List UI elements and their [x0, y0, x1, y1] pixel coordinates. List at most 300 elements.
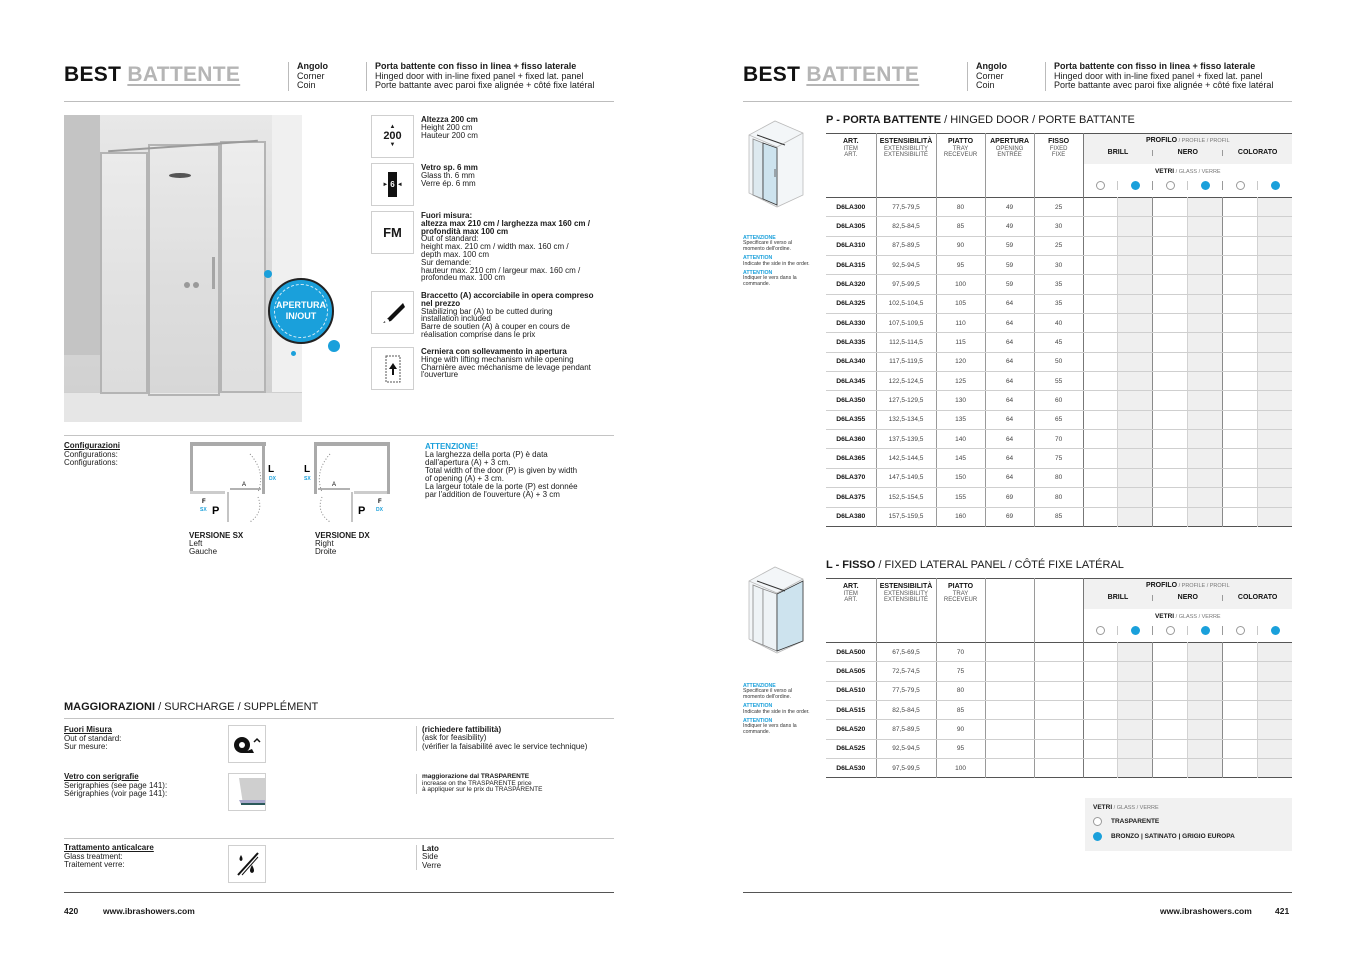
price-cell	[1153, 314, 1188, 333]
extensibility: 72,5-74,5	[876, 662, 936, 681]
configurations-title: Configurazioni	[64, 441, 120, 450]
door-handle	[212, 257, 215, 289]
description-en: Hinged door with in-line fixed panel + fixed lat. panel	[1054, 70, 1263, 81]
opening	[985, 662, 1034, 681]
fixed: 25	[1034, 236, 1083, 255]
price-cell	[1187, 507, 1222, 526]
price-cell	[1153, 217, 1188, 236]
price-cell	[1187, 662, 1222, 681]
price-cell	[1187, 236, 1222, 255]
extensibility: 117,5-119,5	[876, 352, 936, 371]
item-code: D6LA500	[826, 643, 876, 662]
filled-circle-icon	[1093, 832, 1102, 841]
svg-text:DX: DX	[269, 476, 276, 482]
attention-title: ATTENZIONE!	[425, 442, 479, 451]
tinted-glass-marker	[1271, 626, 1280, 635]
price-cell	[1187, 643, 1222, 662]
anti-limescale-icon	[228, 845, 266, 883]
price-cell	[1083, 275, 1118, 294]
price-cell	[1222, 720, 1257, 739]
badge-dot	[264, 270, 272, 278]
profile-brill: BRILL	[1107, 594, 1129, 602]
glass-header: VETRI / GLASS / VERRE	[1083, 164, 1292, 198]
extensibility: 97,5-99,5	[876, 275, 936, 294]
note-line: à appliquer sur le prix du TRASPARENTE	[422, 786, 543, 793]
note-line: (ask for feasibility)	[422, 733, 487, 743]
version-line: Droite	[315, 547, 337, 556]
table-row	[826, 720, 1292, 739]
price-cell	[1153, 507, 1188, 526]
note-line: (vérifier la faisabilité avec le service technique)	[422, 741, 588, 751]
category-fr: Coin	[297, 80, 316, 90]
opening	[985, 720, 1034, 739]
fm-out-of-standard-icon: FM	[371, 211, 414, 254]
fixed: 30	[1034, 217, 1083, 236]
price-cell	[1118, 391, 1153, 410]
price-cell	[1153, 643, 1188, 662]
product-title	[743, 63, 919, 87]
tray: 95	[936, 256, 985, 275]
price-cell	[1153, 488, 1188, 507]
opening: 64	[985, 410, 1034, 429]
table-row	[826, 681, 1292, 700]
tinted-glass-marker	[1131, 181, 1140, 190]
item-code: D6LA345	[826, 372, 876, 391]
hinged-door	[148, 144, 220, 396]
opening: 59	[985, 236, 1034, 255]
extensibility: 67,5-69,5	[876, 643, 936, 662]
page-number: 421	[1275, 906, 1290, 916]
fixed: 30	[1034, 256, 1083, 275]
price-cell	[1083, 468, 1118, 487]
fixed	[1034, 701, 1083, 720]
feature-line: Charnière avec méchanisme de levage pendant	[421, 362, 591, 372]
price-cell	[1187, 372, 1222, 391]
surcharge-note	[416, 774, 542, 794]
category-fr: Coin	[976, 80, 995, 90]
price-cell	[1153, 701, 1188, 720]
svg-text:A: A	[242, 482, 247, 488]
feature-line: installation included	[421, 314, 491, 324]
price-cell	[1222, 372, 1257, 391]
price-cell	[1257, 739, 1292, 758]
floor	[64, 392, 302, 422]
price-cell	[1187, 739, 1222, 758]
tinted-glass-marker	[1131, 626, 1140, 635]
brand-name: BEST	[64, 63, 122, 86]
table-row	[826, 294, 1292, 313]
tray: 155	[936, 488, 985, 507]
fixed-table-body	[826, 643, 1292, 778]
price-cell	[1222, 236, 1257, 255]
price-cell	[1187, 759, 1222, 778]
item-code: D6LA340	[826, 352, 876, 371]
price-cell	[1118, 449, 1153, 468]
opening	[985, 643, 1034, 662]
tinted-glass-marker	[1271, 181, 1280, 190]
fixed: 40	[1034, 314, 1083, 333]
price-cell	[1257, 720, 1292, 739]
opening: 64	[985, 468, 1034, 487]
table-row	[826, 314, 1292, 333]
price-cell	[1257, 314, 1292, 333]
price-cell	[1118, 217, 1153, 236]
fixed: 35	[1034, 294, 1083, 313]
description-it: Porta battente con fisso in linea + fisso laterale	[1054, 61, 1256, 71]
price-cell	[1257, 488, 1292, 507]
fixed: 50	[1034, 352, 1083, 371]
item-code: D6LA300	[826, 198, 876, 217]
feature-line: réalisation comprise dans le prix	[421, 329, 536, 339]
tray: 125	[936, 372, 985, 391]
glass-markers	[1084, 181, 1292, 190]
website-link[interactable]: www.ibrashowers.com	[1160, 906, 1252, 916]
extensibility: 82,5-84,5	[876, 701, 936, 720]
svg-text:P: P	[358, 505, 366, 517]
opening: 64	[985, 352, 1034, 371]
tray: 130	[936, 391, 985, 410]
price-cell	[1083, 314, 1118, 333]
extensibility: 92,5-94,5	[876, 256, 936, 275]
price-cell	[1187, 294, 1222, 313]
price-cell	[1153, 430, 1188, 449]
svg-text:SX: SX	[304, 476, 311, 482]
category-en: Corner	[976, 70, 1004, 81]
price-cell	[1222, 333, 1257, 352]
feature-line: nel prezzo	[421, 298, 461, 308]
note-line: increase on the TRASPARENTE price	[422, 779, 532, 787]
price-cell	[1257, 372, 1292, 391]
attention-text: Indiquer le vers dans la commande.	[743, 723, 797, 735]
product-photo	[64, 115, 302, 422]
price-cell	[1118, 198, 1153, 217]
price-cell	[1257, 449, 1292, 468]
price-cell	[1153, 198, 1188, 217]
hinged-door-isometric-icon	[745, 117, 807, 209]
price-cell	[1222, 681, 1257, 700]
empty-circle-icon	[1093, 817, 1102, 826]
price-cell	[1083, 739, 1118, 758]
price-cell	[1083, 759, 1118, 778]
col-profile: PROFILO / PROFILE / PROFIL BRILL NERO COLORATO	[1083, 134, 1292, 164]
feature-line: Glass th. 6 mm	[421, 170, 475, 180]
attention-side-note	[743, 236, 813, 287]
divider	[64, 718, 614, 719]
price-cell	[1118, 488, 1153, 507]
feature-line: Verre ép. 6 mm	[421, 178, 476, 188]
note-title: Lato	[422, 844, 439, 853]
col-empty	[1034, 579, 1083, 609]
price-cell	[1257, 333, 1292, 352]
footer-divider	[64, 892, 614, 893]
price-cell	[1118, 372, 1153, 391]
website-link[interactable]: www.ibrashowers.com	[103, 906, 195, 916]
height-200-icon: ▲ 200 ▼	[371, 115, 414, 158]
table-row	[826, 236, 1292, 255]
price-cell	[1187, 449, 1222, 468]
table-row	[826, 410, 1292, 429]
item-code: D6LA520	[826, 720, 876, 739]
description-fr: Porte battante avec paroi fixe alignée + côté fixe latéral	[375, 80, 595, 90]
price-cell	[1187, 352, 1222, 371]
extensibility: 142,5-144,5	[876, 449, 936, 468]
extensibility: 122,5-124,5	[876, 372, 936, 391]
price-cell	[1222, 410, 1257, 429]
table-row	[826, 662, 1292, 681]
transparent-glass-marker	[1166, 626, 1175, 635]
price-cell	[1153, 294, 1188, 313]
price-cell	[1153, 410, 1188, 429]
configurations-label	[64, 442, 120, 468]
price-cell	[1083, 507, 1118, 526]
extensibility: 147,5-149,5	[876, 468, 936, 487]
apertura-in-out-badge	[268, 278, 334, 344]
version-sx-label	[189, 532, 243, 556]
price-cell	[1153, 275, 1188, 294]
extensibility: 87,5-89,5	[876, 236, 936, 255]
fixed: 80	[1034, 468, 1083, 487]
price-cell	[1083, 430, 1118, 449]
price-cell	[1083, 256, 1118, 275]
price-cell	[1153, 236, 1188, 255]
tinted-glass-marker	[1201, 181, 1210, 190]
table-row	[826, 217, 1292, 236]
feature-line: Sur demande:	[421, 257, 472, 267]
saw-icon	[371, 291, 414, 334]
tray: 90	[936, 720, 985, 739]
price-cell	[1222, 256, 1257, 275]
price-cell	[1083, 198, 1118, 217]
fixed: 35	[1034, 275, 1083, 294]
price-cell	[1222, 314, 1257, 333]
surcharge-line: Serigraphies (see page 141):	[64, 780, 168, 790]
table-row	[826, 507, 1292, 526]
price-cell	[1257, 662, 1292, 681]
version-line: Left	[189, 539, 203, 548]
price-cell	[1222, 449, 1257, 468]
lifting-hinge-icon	[371, 347, 414, 390]
surcharge-line: Sur mesure:	[64, 742, 108, 751]
badge-text: APERTURA	[275, 300, 326, 310]
price-cell	[1083, 720, 1118, 739]
table-row	[826, 391, 1292, 410]
table-row	[826, 468, 1292, 487]
badge-dot	[328, 340, 340, 352]
svg-text:L: L	[268, 464, 275, 475]
price-cell	[1222, 352, 1257, 371]
fixed	[1034, 720, 1083, 739]
extensibility: 77,5-79,5	[876, 198, 936, 217]
svg-text:SX: SX	[200, 507, 207, 513]
door-section-title: P - PORTA BATTENTE / HINGED DOOR / PORTE BATTANTE	[826, 114, 1135, 126]
item-code: D6LA360	[826, 430, 876, 449]
attention-line: La larghezza della porta (P) è data	[425, 450, 548, 459]
attention-note	[425, 443, 615, 499]
fixed-panel	[100, 152, 148, 394]
version-dx-label	[315, 532, 370, 556]
surcharge-note	[416, 726, 587, 751]
tray: 85	[936, 217, 985, 236]
attention-line: dall'apertura (A) + 3 cm.	[425, 458, 511, 467]
price-cell	[1118, 410, 1153, 429]
glass-serigraphy-icon	[228, 773, 266, 811]
diagram-version-dx	[304, 442, 404, 534]
surcharge-line: Sérigraphies (voir page 141):	[64, 789, 168, 798]
description-fr: Porte battante avec paroi fixe alignée + côté fixe latéral	[1054, 80, 1274, 90]
price-cell	[1083, 372, 1118, 391]
surcharge-title: MAGGIORAZIONI / SURCHARGE / SUPPLÉMENT	[64, 701, 319, 713]
divider	[64, 838, 614, 839]
price-cell	[1222, 430, 1257, 449]
price-cell	[1257, 391, 1292, 410]
fixed: 80	[1034, 488, 1083, 507]
price-cell	[1257, 507, 1292, 526]
attention-text: Specificare il verso al momento dell'ordine.	[743, 240, 793, 252]
tray: 135	[936, 410, 985, 429]
price-cell	[1187, 720, 1222, 739]
glass-header: VETRI / GLASS / VERRE	[1083, 609, 1292, 643]
price-cell	[1083, 488, 1118, 507]
price-cell	[1257, 410, 1292, 429]
price-cell	[1257, 643, 1292, 662]
transparent-glass-marker	[1236, 626, 1245, 635]
table-row	[826, 488, 1292, 507]
badge-text: IN/OUT	[285, 311, 317, 321]
left-page	[64, 0, 614, 959]
feature-line: Stabilizing bar (A) to be cutted during	[421, 306, 553, 316]
price-cell	[1153, 352, 1188, 371]
extensibility: 152,5-154,5	[876, 488, 936, 507]
attention-line: La largeur totale de la porte (P) est donnée	[425, 482, 578, 491]
item-code: D6LA505	[826, 662, 876, 681]
extensibility: 82,5-84,5	[876, 217, 936, 236]
tray: 75	[936, 662, 985, 681]
glass-markers	[1084, 626, 1292, 635]
version-title: VERSIONE DX	[315, 531, 370, 540]
opening: 64	[985, 314, 1034, 333]
svg-text:F: F	[202, 499, 206, 505]
item-code: D6LA370	[826, 468, 876, 487]
extensibility: 102,5-104,5	[876, 294, 936, 313]
price-cell	[1187, 314, 1222, 333]
description-en: Hinged door with in-line fixed panel + fixed lat. panel	[375, 70, 584, 81]
price-cell	[1118, 507, 1153, 526]
description	[1045, 62, 1273, 91]
price-cell	[1222, 488, 1257, 507]
table-row	[826, 430, 1292, 449]
feature-line: hauteur max. 210 cm / largeur max. 160 cm /	[421, 265, 581, 275]
col-extensibility: ESTENSIBILITÀ EXTENSIBILITY EXTENSIBILITÉ	[876, 579, 936, 609]
tray: 80	[936, 681, 985, 700]
fixed	[1034, 643, 1083, 662]
extensibility: 127,5-129,5	[876, 391, 936, 410]
attention-title: ATTENZIONE	[743, 683, 776, 689]
door-spec-table	[826, 133, 1292, 527]
opening: 64	[985, 430, 1034, 449]
price-cell	[1083, 217, 1118, 236]
attention-title: ATTENTION	[743, 255, 773, 262]
product-title	[64, 63, 240, 87]
item-code: D6LA355	[826, 410, 876, 429]
fixed	[1034, 662, 1083, 681]
opening	[985, 681, 1034, 700]
feature-title: Altezza 200 cm	[421, 115, 478, 124]
tray: 105	[936, 294, 985, 313]
price-cell	[1222, 468, 1257, 487]
surcharge-glass-treatment	[64, 844, 154, 870]
door-table-body	[826, 198, 1292, 527]
surcharge-label: Vetro con serigrafie	[64, 772, 139, 781]
tray: 85	[936, 701, 985, 720]
price-cell	[1257, 701, 1292, 720]
attention-line: of opening (A) + 3 cm.	[425, 474, 504, 483]
surcharge-note	[416, 845, 441, 870]
opening	[985, 759, 1034, 778]
extensibility: 112,5-114,5	[876, 333, 936, 352]
price-cell	[1083, 662, 1118, 681]
col-extensibility: ESTENSIBILITÀ EXTENSIBILITY EXTENSIBILITÉ	[876, 134, 936, 164]
price-cell	[1083, 681, 1118, 700]
price-cell	[1257, 352, 1292, 371]
attention-line: Total width of the door (P) is given by width	[425, 466, 578, 475]
note-title: maggiorazione dal TRASPARENTE	[422, 773, 530, 780]
price-cell	[1187, 333, 1222, 352]
opening: 59	[985, 256, 1034, 275]
attention-title: ATTENTION	[743, 270, 773, 277]
price-cell	[1083, 449, 1118, 468]
price-cell	[1083, 352, 1118, 371]
price-cell	[1153, 256, 1188, 275]
page-header	[64, 62, 614, 102]
product-line: BATTENTE	[806, 63, 920, 86]
item-code: D6LA365	[826, 449, 876, 468]
tray: 115	[936, 333, 985, 352]
surcharge-label: Fuori Misura	[64, 725, 113, 734]
price-cell	[1153, 681, 1188, 700]
price-cell	[1257, 236, 1292, 255]
category-it: Angolo	[297, 61, 328, 71]
price-cell	[1153, 759, 1188, 778]
svg-text:A: A	[332, 482, 337, 488]
price-cell	[1153, 333, 1188, 352]
price-cell	[1118, 430, 1153, 449]
note-line: Verre	[422, 860, 442, 870]
opening	[985, 739, 1034, 758]
price-cell	[1083, 236, 1118, 255]
fixed-section-title: L - FISSO / FIXED LATERAL PANEL / CÔTÉ FIXE LATÉRAL	[826, 559, 1124, 571]
feature-line: l'ouverture	[421, 370, 459, 380]
price-cell	[1257, 430, 1292, 449]
fixed: 25	[1034, 198, 1083, 217]
surcharge-label: Trattamento anticalcare	[64, 843, 154, 852]
surcharge-line: Out of standard:	[64, 733, 122, 743]
item-code: D6LA310	[826, 236, 876, 255]
item-code: D6LA350	[826, 391, 876, 410]
fixed: 55	[1034, 372, 1083, 391]
fixed	[1034, 759, 1083, 778]
price-cell	[1222, 739, 1257, 758]
price-cell	[1153, 449, 1188, 468]
divider	[64, 435, 614, 436]
price-cell	[1118, 720, 1153, 739]
item-code: D6LA375	[826, 488, 876, 507]
fixed: 85	[1034, 507, 1083, 526]
attention-text: Indiquer le vers dans la commande.	[743, 275, 797, 287]
price-cell	[1118, 643, 1153, 662]
price-cell	[1257, 256, 1292, 275]
price-cell	[1187, 488, 1222, 507]
item-code: D6LA320	[826, 275, 876, 294]
